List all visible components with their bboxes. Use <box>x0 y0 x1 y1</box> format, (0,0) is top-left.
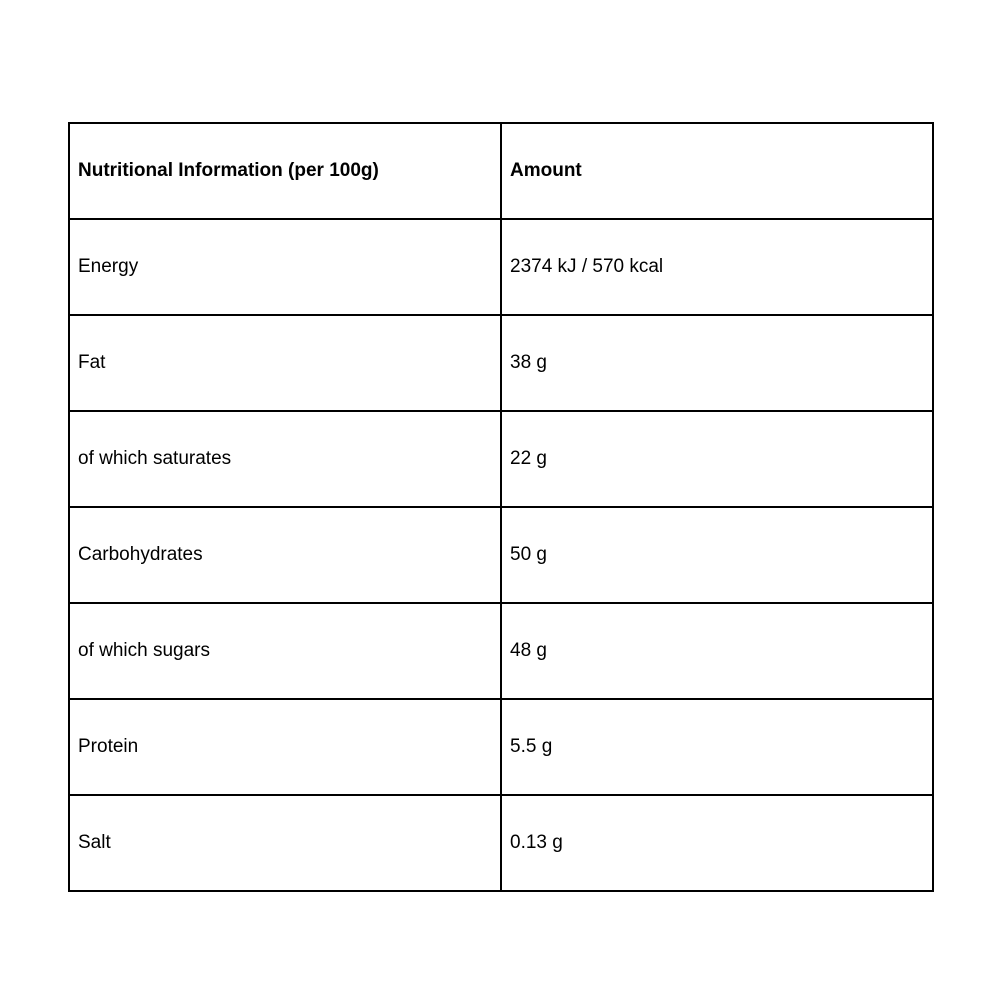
table-row <box>69 315 933 411</box>
nutrient-amount: 2374 kJ / 570 kcal <box>501 219 933 315</box>
table-row <box>69 795 933 891</box>
table-body <box>69 219 933 891</box>
column-header-amount: Amount <box>501 123 933 219</box>
table-row <box>69 411 933 507</box>
nutrient-label: Salt <box>69 795 501 891</box>
table-row <box>69 699 933 795</box>
table-row <box>69 603 933 699</box>
nutrient-amount: 48 g <box>501 603 933 699</box>
nutrient-label: Protein <box>69 699 501 795</box>
table-row <box>69 507 933 603</box>
nutrient-label: Energy <box>69 219 501 315</box>
nutrient-label: Carbohydrates <box>69 507 501 603</box>
nutrient-amount: 5.5 g <box>501 699 933 795</box>
nutrition-table <box>68 122 934 892</box>
nutrition-table-container <box>68 122 932 892</box>
nutrient-amount: 0.13 g <box>501 795 933 891</box>
nutrient-label: Fat <box>69 315 501 411</box>
nutrient-amount: 38 g <box>501 315 933 411</box>
nutrient-label: of which saturates <box>69 411 501 507</box>
table-row <box>69 219 933 315</box>
column-header-nutrient: Nutritional Information (per 100g) <box>69 123 501 219</box>
nutrient-amount: 22 g <box>501 411 933 507</box>
nutrient-label: of which sugars <box>69 603 501 699</box>
table-header <box>69 123 933 219</box>
table-header-row <box>69 123 933 219</box>
nutrient-amount: 50 g <box>501 507 933 603</box>
